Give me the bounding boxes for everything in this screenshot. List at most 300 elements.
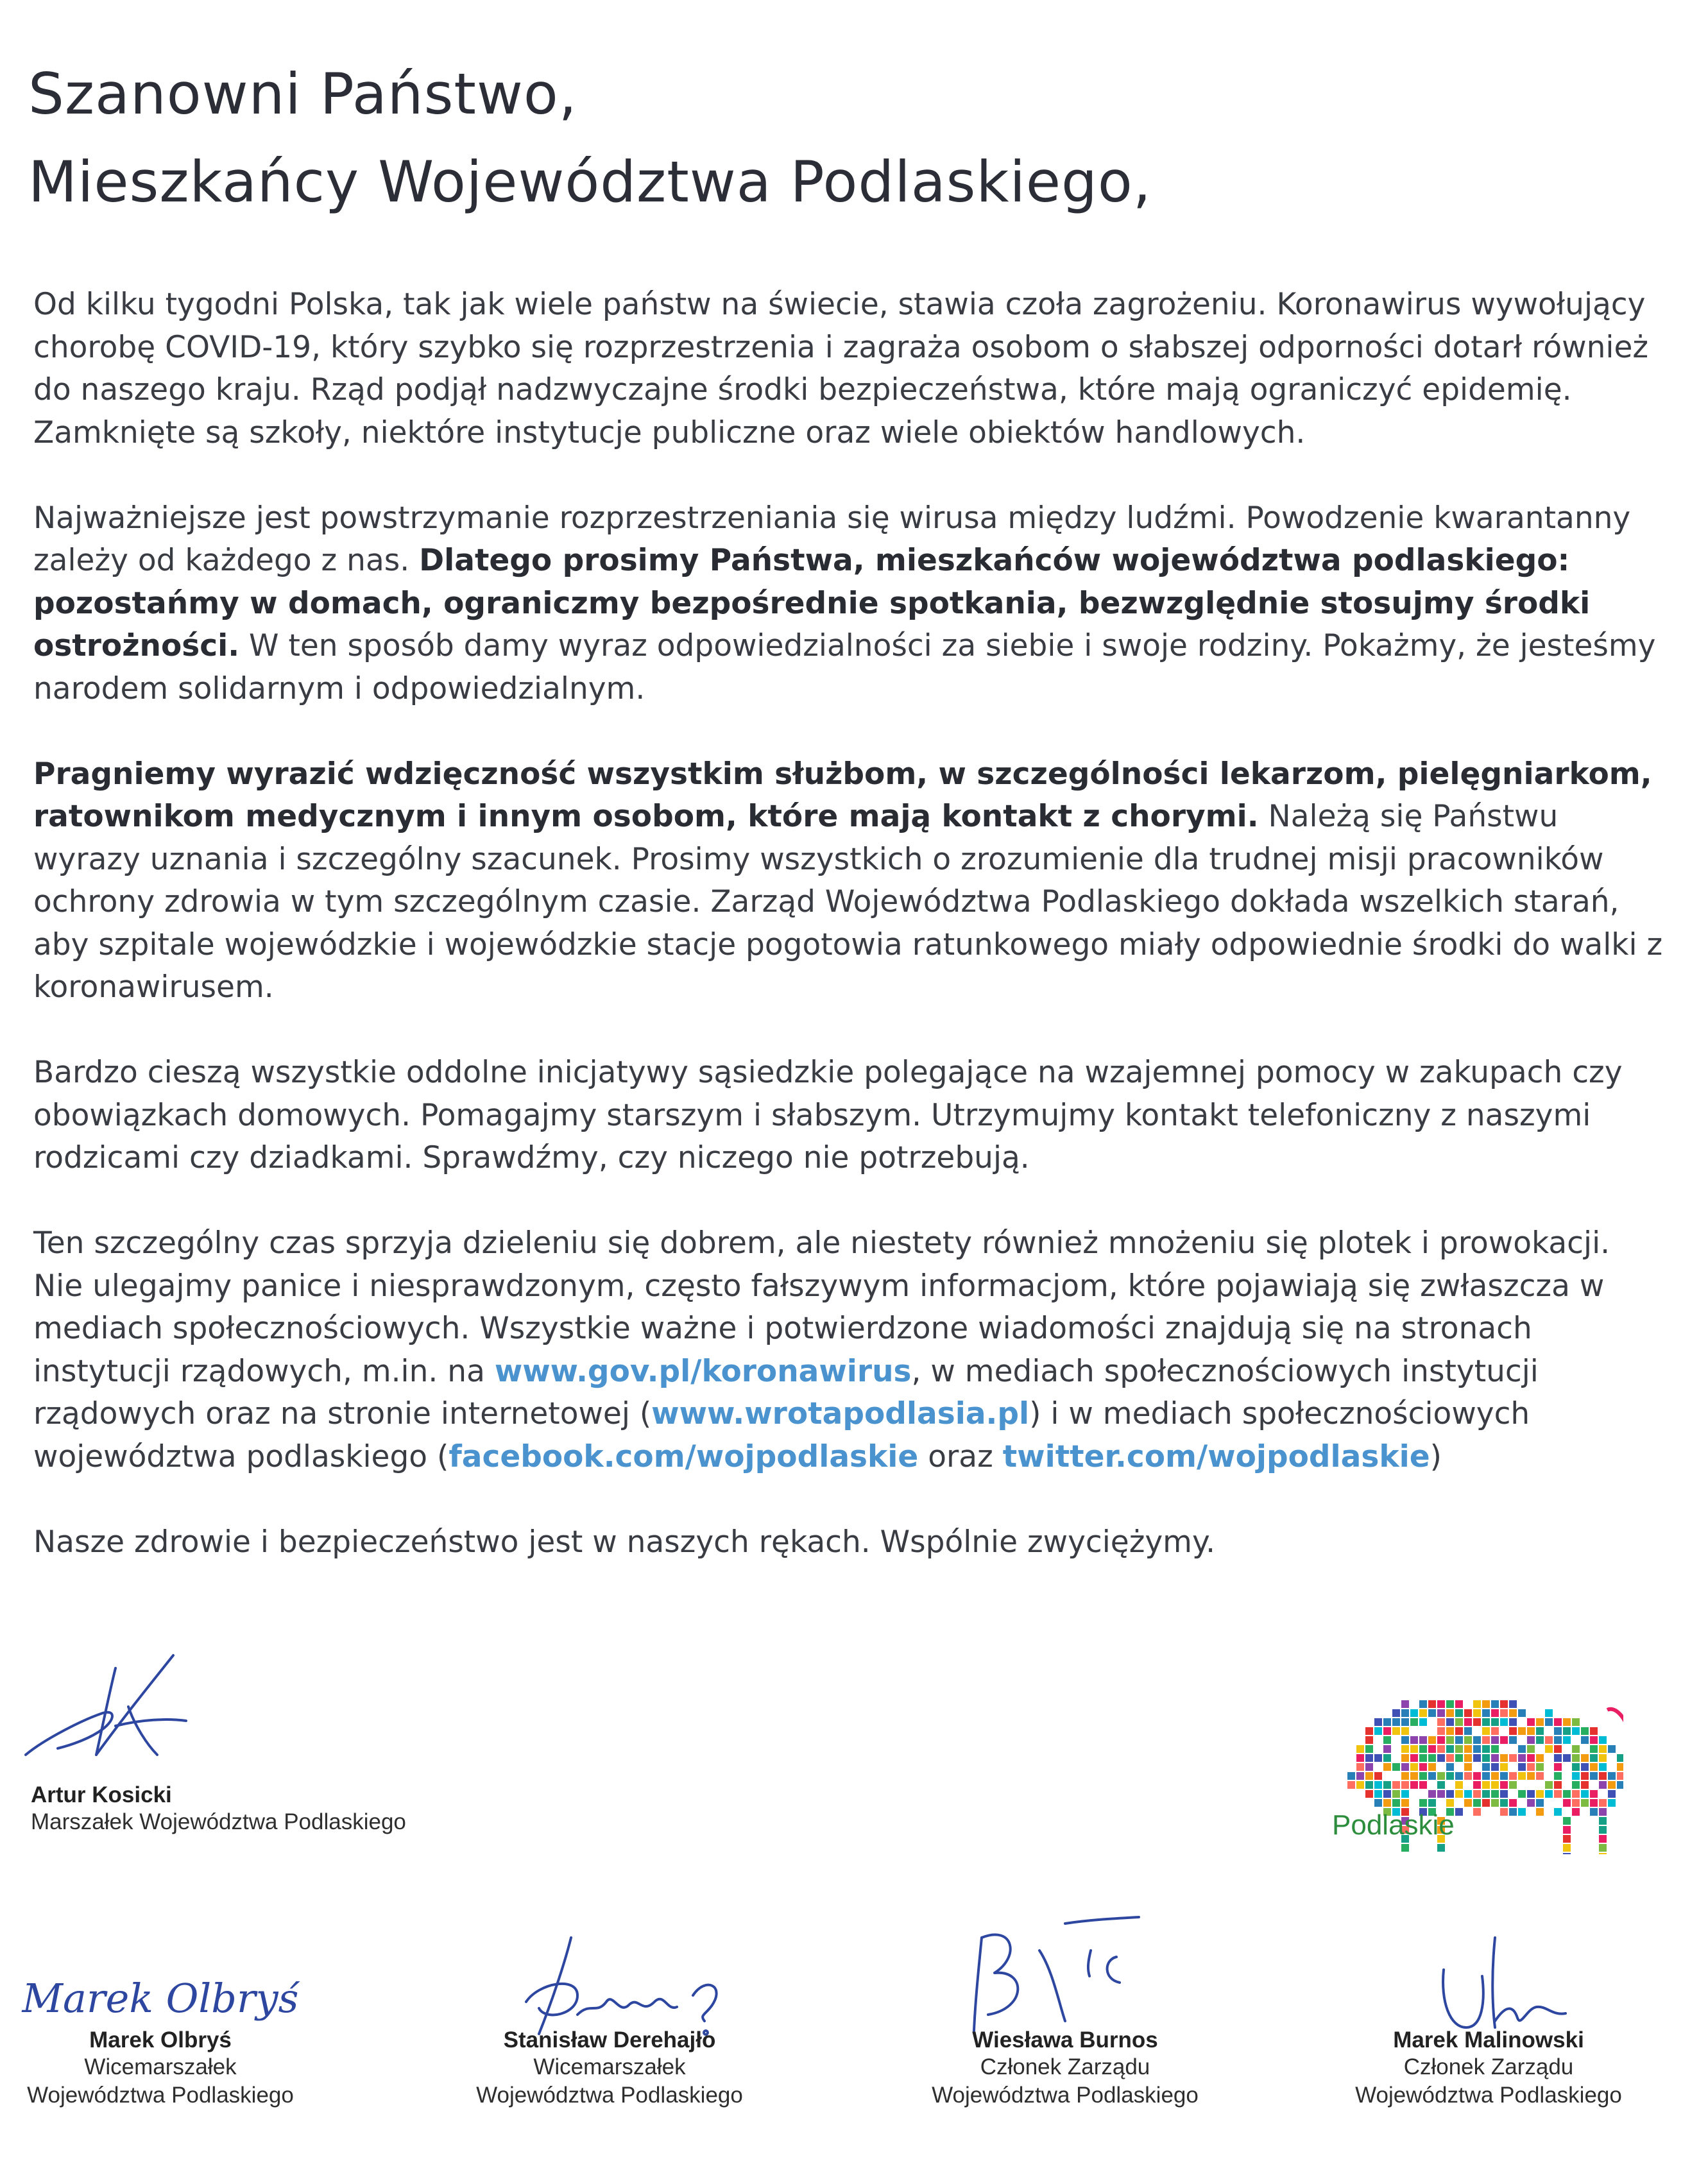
logo-pixel (1581, 1754, 1589, 1762)
logo-pixel (1536, 1772, 1544, 1780)
logo-pixel (1365, 1781, 1373, 1789)
logo-pixel (1473, 1754, 1481, 1762)
logo-pixel (1581, 1727, 1589, 1735)
logo-pixel (1536, 1727, 1544, 1735)
logo-pixel (1527, 1772, 1535, 1780)
logo-pixel (1455, 1709, 1463, 1717)
logo-pixel (1491, 1790, 1499, 1798)
logo-pixel (1464, 1745, 1472, 1753)
logo-pixel (1464, 1736, 1472, 1744)
logo-pixel (1482, 1709, 1490, 1717)
logo-pixel (1599, 1799, 1607, 1807)
paragraph-4-text: Bardzo cieszą wszystkie oddolne inicjatywy sąsiedzkie polegające na wzajemnej pomocy w zakupach czy obowiązkach domowych. Pomagajmy starszym i słabszym. Utrzymujmy kontakt telefoniczny z naszymi rodzicami czy dziadkami. Sprawdźmy, czy niczego nie potrzebują. (33, 1055, 1623, 1175)
logo-pixel (1419, 1754, 1427, 1762)
logo-pixel (1383, 1790, 1391, 1798)
logo-pixel (1527, 1727, 1535, 1735)
logo-pixel (1446, 1700, 1454, 1708)
logo-pixel (1401, 1745, 1409, 1753)
logo-pixel (1536, 1763, 1544, 1771)
logo-pixel (1347, 1772, 1355, 1780)
logo-pixel (1563, 1799, 1571, 1807)
logo-pixel (1491, 1727, 1499, 1735)
logo-pixel (1437, 1709, 1445, 1717)
signer-role-derehajlo-1: Wicemarszałek (533, 2054, 686, 2079)
logo-pixel (1383, 1799, 1391, 1807)
logo-pixel (1599, 1745, 1607, 1753)
logo-pixel (1527, 1745, 1535, 1753)
signer-role-olbrys-2: Województwa Podlaskiego (27, 2083, 294, 2108)
logo-pixel (1410, 1763, 1418, 1771)
logo-pixel (1563, 1835, 1571, 1843)
logo-pixel (1608, 1772, 1616, 1780)
logo-pixel (1401, 1844, 1409, 1852)
link-gov-koronawirus[interactable]: www.gov.pl/koronawirus (494, 1353, 912, 1389)
logo-pixel (1491, 1736, 1499, 1744)
logo-pixel (1446, 1754, 1454, 1762)
logo-pixel (1437, 1745, 1445, 1753)
logo-pixel (1419, 1700, 1427, 1708)
logo-pixel (1554, 1808, 1562, 1816)
logo-pixel (1518, 1808, 1526, 1816)
logo-pixel (1527, 1799, 1535, 1807)
logo-pixel (1518, 1772, 1526, 1780)
logo-pixel (1437, 1736, 1445, 1744)
logo-pixel (1518, 1763, 1526, 1771)
logo-pixel (1428, 1745, 1436, 1753)
logo-pixel (1590, 1727, 1598, 1735)
logo-pixel (1482, 1754, 1490, 1762)
logo-pixel (1491, 1763, 1499, 1771)
paragraph-1 (33, 284, 1663, 454)
logo-pixel (1392, 1790, 1400, 1798)
logo-pixel (1599, 1772, 1607, 1780)
logo-pixel (1464, 1727, 1472, 1735)
logo-pixel (1599, 1844, 1607, 1852)
logo-pixel (1509, 1718, 1517, 1726)
logo-pixel (1599, 1808, 1607, 1816)
logo-pixel (1491, 1772, 1499, 1780)
logo-pixel (1401, 1799, 1409, 1807)
logo-pixel (1401, 1727, 1409, 1735)
logo-pixel (1581, 1772, 1589, 1780)
heading-line-1: Szanowni Państwo, (28, 61, 577, 127)
logo-pixel (1365, 1790, 1373, 1798)
logo-pixel (1392, 1763, 1400, 1771)
signer-role-burnos-2: Województwa Podlaskiego (932, 2083, 1199, 2108)
paragraph-4 (33, 1052, 1663, 1180)
logo-pixel (1563, 1727, 1571, 1735)
logo-pixel (1455, 1808, 1463, 1816)
logo-pixel (1455, 1700, 1463, 1708)
logo-pixel (1590, 1754, 1598, 1762)
logo-pixel (1599, 1754, 1607, 1762)
logo-pixel (1572, 1718, 1580, 1726)
logo-pixel (1482, 1781, 1490, 1789)
paragraph-5-text-b: , w mediach społecznościowych instytucji rządowych oraz na stronie internetowej ( (33, 1353, 1539, 1431)
logo-pixel (1617, 1772, 1623, 1780)
logo-pixel (1374, 1718, 1382, 1726)
logo-pixel (1509, 1736, 1517, 1744)
logo-pixel (1518, 1790, 1526, 1798)
paragraph-3 (33, 753, 1663, 1009)
logo-pixel (1428, 1754, 1436, 1762)
logo-pixel (1419, 1799, 1427, 1807)
logo-pixel (1410, 1736, 1418, 1744)
link-twitter[interactable]: twitter.com/wojpodlaskie (1002, 1438, 1430, 1474)
logo-pixel (1455, 1736, 1463, 1744)
paragraph-5 (33, 1222, 1663, 1478)
logo-pixel (1464, 1772, 1472, 1780)
logo-pixel (1527, 1763, 1535, 1771)
logo-pixel (1374, 1799, 1382, 1807)
logo-pixel (1401, 1763, 1409, 1771)
logo-pixel (1473, 1808, 1481, 1816)
logo-pixel (1581, 1790, 1589, 1798)
paragraph-5-text-c: ) i w mediach społecznościowych województwa podlaskiego ( (33, 1396, 1530, 1474)
paragraph-1-text: Od kilku tygodni Polska, tak jak wiele państw na świecie, stawia czoła zagrożeniu. Koronawirus wywołujący chorobę COVID-19, który szybko się rozprzestrzenia i zagraża osobom o słabszej odporności dotarł również do naszego kraju. Rząd podjął nadzwyczajne środki bezpieczeństwa, które mają ograniczyć epidemię. Zamknięte są szkoły, niektóre instytucje publiczne oraz wiele obiektów handlowych. (33, 287, 1649, 450)
logo-pixel (1527, 1790, 1535, 1798)
logo-pixel (1554, 1727, 1562, 1735)
paragraph-5-text-e: ) (1430, 1438, 1442, 1474)
logo-pixel (1473, 1718, 1481, 1726)
logo-pixel (1437, 1718, 1445, 1726)
logo-pixel (1545, 1709, 1553, 1717)
logo-pixel (1383, 1763, 1391, 1771)
logo-pixel (1554, 1745, 1562, 1753)
logo-pixel (1572, 1781, 1580, 1789)
logo-pixel (1554, 1718, 1562, 1726)
logo-pixel (1347, 1781, 1355, 1789)
logo-pixel (1599, 1736, 1607, 1744)
logo-pixel (1500, 1808, 1508, 1816)
logo-pixel (1590, 1790, 1598, 1798)
logo-pixel (1410, 1772, 1418, 1780)
logo-pixel (1401, 1709, 1409, 1717)
logo-pixel (1464, 1718, 1472, 1726)
logo-pixel (1446, 1772, 1454, 1780)
handwriting-olbrys: Marek Olbryś (22, 1975, 299, 2022)
logo-pixel (1482, 1790, 1490, 1798)
logo-pixel (1419, 1736, 1427, 1744)
logo-pixel (1581, 1781, 1589, 1789)
logo-pixel (1392, 1718, 1400, 1726)
logo-pixel (1482, 1718, 1490, 1726)
logo-pixel (1563, 1754, 1571, 1762)
signature-kosicki-icon (19, 1643, 192, 1771)
logo-pixel (1599, 1826, 1607, 1834)
logo-pixel (1383, 1754, 1391, 1762)
logo-pixel (1473, 1709, 1481, 1717)
logo-pixel (1491, 1781, 1499, 1789)
logo-pixel (1590, 1745, 1598, 1753)
logo-pixel (1482, 1763, 1490, 1771)
logo-pixel (1527, 1736, 1535, 1744)
letter-body (33, 284, 1663, 1607)
logo-pixel (1437, 1754, 1445, 1762)
logo-pixel (1509, 1754, 1517, 1762)
logo-pixel (1554, 1736, 1562, 1744)
logo-pixel (1428, 1763, 1436, 1771)
logo-pixel (1455, 1790, 1463, 1798)
logo-pixel (1419, 1745, 1427, 1753)
logo-pixel (1590, 1799, 1598, 1807)
logo-pixel (1401, 1754, 1409, 1762)
signer-name-main: Artur Kosicki (31, 1782, 172, 1807)
logo-pixel (1482, 1772, 1490, 1780)
logo-pixel (1455, 1754, 1463, 1762)
logo-pixel (1446, 1727, 1454, 1735)
paragraph-6 (33, 1521, 1663, 1564)
logo-pixel (1500, 1709, 1508, 1717)
logo-pixel (1617, 1754, 1623, 1762)
signature-block-main (31, 1782, 406, 1836)
logo-pixel (1428, 1700, 1436, 1708)
logo-pixel (1473, 1736, 1481, 1744)
logo-pixel (1374, 1727, 1382, 1735)
signer-role-burnos-1: Członek Zarządu (980, 2054, 1150, 2079)
logo-pixel (1536, 1799, 1544, 1807)
logo-pixel (1518, 1745, 1526, 1753)
logo-pixel (1437, 1727, 1445, 1735)
logo-pixel (1500, 1799, 1508, 1807)
logo-pixel (1527, 1754, 1535, 1762)
logo-pixel (1500, 1700, 1508, 1708)
logo-pixel (1545, 1790, 1553, 1798)
signature-burnos-icon (962, 1912, 1155, 2034)
logo-pixel (1446, 1763, 1454, 1771)
logo-pixel (1536, 1808, 1544, 1816)
logo-pixel (1563, 1844, 1571, 1852)
logo-pixel (1410, 1718, 1418, 1726)
logo-pixel (1473, 1790, 1481, 1798)
logo-pixel (1428, 1790, 1436, 1798)
logo-pixel (1446, 1709, 1454, 1717)
signature-block-malinowski (1347, 2027, 1630, 2110)
logo-pixel (1554, 1772, 1562, 1780)
logo-pixel (1401, 1736, 1409, 1744)
logo-pixel (1572, 1808, 1580, 1816)
logo-pixel (1500, 1754, 1508, 1762)
logo-pixel (1581, 1799, 1589, 1807)
logo-pixel (1365, 1745, 1373, 1753)
logo-pixel (1572, 1763, 1580, 1771)
logo-pixel (1545, 1745, 1553, 1753)
logo-pixel (1527, 1718, 1535, 1726)
logo-pixel (1617, 1763, 1623, 1771)
logo-pixel (1563, 1826, 1571, 1834)
logo-pixel (1590, 1736, 1598, 1744)
logo-pixel (1374, 1781, 1382, 1789)
logo-pixel (1446, 1745, 1454, 1753)
logo-pixel (1464, 1799, 1472, 1807)
paragraph-3-text: Należą się Państwu wyrazy uznania i szczególny szacunek. Prosimy wszystkich o zrozumienie dla trudnej misji pracowników ochrony zdrowia w tym szczególnym czasie. Zarząd Województwa Podlaskiego dokłada wszelkich starań, aby szpitale wojewódzkie i wojewódzkie stacje pogotowia ratunkowego miały odpowiednie środki do walki z koronawirusem. (33, 799, 1663, 1005)
logo-pixel (1383, 1736, 1391, 1744)
logo-pixel (1545, 1718, 1553, 1726)
logo-pixel (1572, 1754, 1580, 1762)
logo-pixel (1536, 1754, 1544, 1762)
logo-pixel (1509, 1772, 1517, 1780)
logo-pixel (1536, 1790, 1544, 1798)
logo-pixel (1554, 1754, 1562, 1762)
logo-pixel (1482, 1745, 1490, 1753)
logo-pixel (1608, 1745, 1616, 1753)
logo-pixel (1392, 1709, 1400, 1717)
signer-name-burnos: Wiesława Burnos (972, 2027, 1158, 2052)
logo-pixel (1500, 1790, 1508, 1798)
logo-pixel (1572, 1799, 1580, 1807)
logo-pixel (1419, 1772, 1427, 1780)
logo-pixel (1365, 1763, 1373, 1771)
logo-pixel (1392, 1781, 1400, 1789)
logo-pixel (1446, 1736, 1454, 1744)
logo-pixel (1428, 1772, 1436, 1780)
signature-derehajlo-icon (500, 1925, 731, 2040)
paragraph-3-bold: Pragniemy wyrazić wdzięczność wszystkim służbom, w szczególności lekarzom, pielęgniarkom, ratownikom medycznym i innym osobom, które mają kontakt z chorymi. (33, 756, 1652, 834)
logo-pixel (1446, 1718, 1454, 1726)
paragraph-5-text-d: oraz (918, 1438, 1003, 1474)
logo-pixel (1608, 1799, 1616, 1807)
logo-pixel (1581, 1763, 1589, 1771)
logo-pixel (1545, 1781, 1553, 1789)
logo-pixel (1428, 1709, 1436, 1717)
logo-pixel (1491, 1799, 1499, 1807)
logo-pixel (1518, 1754, 1526, 1762)
logo-pixel (1509, 1709, 1517, 1717)
logo-pixel (1401, 1772, 1409, 1780)
logo-pixel (1356, 1781, 1364, 1789)
logo-wordmark: Podlaskie (1332, 1809, 1455, 1841)
paragraph-2 (33, 497, 1663, 711)
logo-pixel (1419, 1763, 1427, 1771)
logo-pixel (1545, 1736, 1553, 1744)
signer-name-malinowski: Marek Malinowski (1393, 2027, 1584, 2052)
logo-pixel (1608, 1790, 1616, 1798)
logo-pixel (1365, 1754, 1373, 1762)
logo-pixel (1491, 1745, 1499, 1753)
signature-block-burnos (924, 2027, 1206, 2110)
logo-pixel (1554, 1781, 1562, 1789)
logo-pixel (1356, 1754, 1364, 1762)
paragraph-2-text-a: Najważniejsze jest powstrzymanie rozprzestrzeniania się wirusa między ludźmi. Powodzenie kwarantanny zależy od każdego z nas. (33, 500, 1631, 578)
logo-pixel (1374, 1754, 1382, 1762)
logo-pixel (1500, 1781, 1508, 1789)
logo-pixel (1428, 1736, 1436, 1744)
logo-pixel (1473, 1772, 1481, 1780)
logo-pixel (1572, 1727, 1580, 1735)
logo-pixel (1590, 1763, 1598, 1771)
signature-block-derehajlo (468, 2027, 751, 2110)
logo-pixel (1563, 1718, 1571, 1726)
logo-pixel (1410, 1781, 1418, 1789)
logo-pixel (1401, 1700, 1409, 1708)
logo-pixel (1455, 1772, 1463, 1780)
logo-pixel (1419, 1709, 1427, 1717)
signer-role-main: Marszałek Województwa Podlaskiego (31, 1809, 406, 1834)
logo-pixel (1536, 1718, 1544, 1726)
logo-pixel (1437, 1781, 1445, 1789)
logo-pixel (1500, 1718, 1508, 1726)
paragraph-5-text-a: Ten szczególny czas sprzyja dzieleniu się dobrem, ale niestety również mnożeniu się plotek i prowokacji. Nie ulegajmy panice i niesprawdzonym, często fałszywym informacjom, które pojawiają się zwłaszcza w mediach społecznościowych. Wszystkie ważne i potwierdzone wiadomości znajdują się na stronach instytucji rządowych, m.in. na (33, 1225, 1610, 1389)
logo-pixel (1455, 1781, 1463, 1789)
logo-pixel (1590, 1772, 1598, 1780)
logo-horn (1607, 1709, 1623, 1732)
logo-pixel (1563, 1853, 1571, 1854)
logo-pixel (1419, 1718, 1427, 1726)
paragraph-2-bold: Dlatego prosimy Państwa, mieszkańców województwa podlaskiego: pozostańmy w domach, ograniczmy bezpośrednie spotkania, bezwzględnie stosujmy środki ostrożności. (33, 543, 1591, 663)
logo-pixel (1473, 1781, 1481, 1789)
logo-pixel (1599, 1853, 1607, 1854)
logo-pixel (1509, 1808, 1517, 1816)
paragraph-6-text: Nasze zdrowie i bezpieczeństwo jest w naszych rękach. Wspólnie zwyciężymy. (33, 1524, 1216, 1560)
signature-malinowski-icon (1431, 1931, 1585, 2040)
logo-pixel (1518, 1727, 1526, 1735)
logo-pixel (1401, 1790, 1409, 1798)
logo-pixel (1365, 1727, 1373, 1735)
logo-pixel (1473, 1700, 1481, 1708)
logo-pixel (1383, 1745, 1391, 1753)
logo-pixel (1410, 1709, 1418, 1717)
logo-pixel (1383, 1781, 1391, 1789)
logo-pixel (1581, 1736, 1589, 1744)
logo-pixel (1446, 1799, 1454, 1807)
signer-role-malinowski-2: Województwa Podlaskiego (1355, 2083, 1622, 2108)
logo-pixel (1572, 1772, 1580, 1780)
logo-pixel (1401, 1781, 1409, 1789)
logo-pixel (1491, 1700, 1499, 1708)
signer-role-malinowski-1: Członek Zarządu (1403, 2054, 1574, 2079)
logo-pixel (1383, 1727, 1391, 1735)
logo-pixel (1500, 1763, 1508, 1771)
logo-pixel (1365, 1772, 1373, 1780)
link-facebook[interactable]: facebook.com/wojpodlaskie (448, 1438, 919, 1474)
logo-pixel (1554, 1763, 1562, 1771)
logo-pixel (1491, 1718, 1499, 1726)
logo-pixel (1446, 1790, 1454, 1798)
logo-pixel (1482, 1736, 1490, 1744)
logo-pixel (1563, 1817, 1571, 1825)
logo-pixel (1536, 1736, 1544, 1744)
logo-pixel (1608, 1781, 1616, 1789)
logo-pixel (1356, 1745, 1364, 1753)
logo-pixel (1455, 1718, 1463, 1726)
logo-pixel (1509, 1799, 1517, 1807)
logo-pixel (1599, 1781, 1607, 1789)
logo-pixel (1410, 1745, 1418, 1753)
signer-name-olbrys: Marek Olbryś (89, 2027, 232, 2052)
logo-pixel (1500, 1736, 1508, 1744)
logo-pixel (1410, 1754, 1418, 1762)
logo-pixel (1572, 1745, 1580, 1753)
logo-pixel (1599, 1763, 1607, 1771)
logo-pixel (1473, 1745, 1481, 1753)
letter-heading (28, 50, 1152, 226)
logo-pixel (1554, 1790, 1562, 1798)
logo-pixel (1572, 1790, 1580, 1798)
signature-block-olbrys (19, 1970, 302, 2110)
link-wrotapodlasia[interactable]: www.wrotapodlasia.pl (651, 1396, 1030, 1431)
logo-pixel (1356, 1772, 1364, 1780)
signer-role-derehajlo-2: Województwa Podlaskiego (476, 2083, 743, 2108)
heading-line-2: Mieszkańcy Województwa Podlaskiego, (28, 149, 1152, 215)
logo-pixel (1464, 1754, 1472, 1762)
logo-pixel (1356, 1763, 1364, 1771)
logo-pixel (1392, 1799, 1400, 1807)
logo-pixel (1419, 1781, 1427, 1789)
logo-pixel (1374, 1772, 1382, 1780)
logo-pixel (1455, 1745, 1463, 1753)
logo-pixel (1509, 1727, 1517, 1735)
logo-pixel (1617, 1781, 1623, 1789)
